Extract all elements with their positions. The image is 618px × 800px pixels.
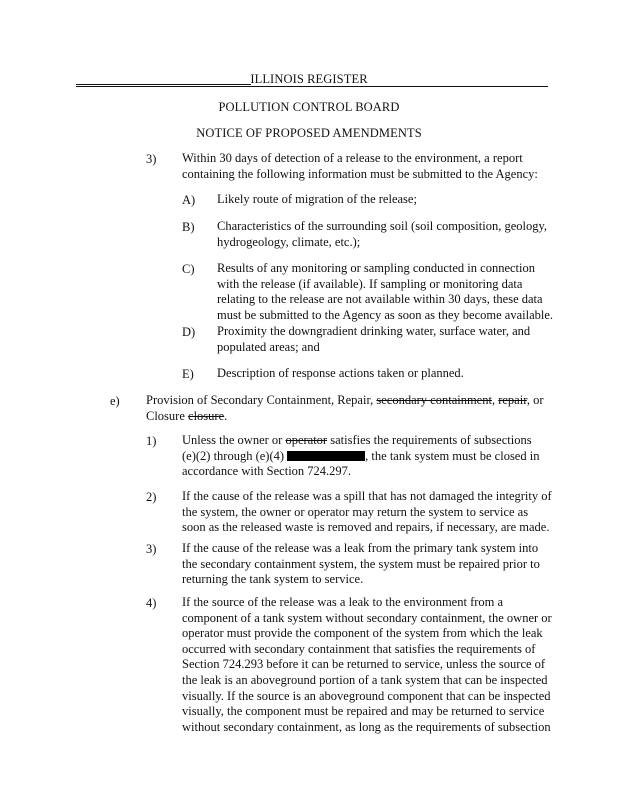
section-heading: Provision of Secondary Containment, Repair, secondary containment, repair, or Closure closure. bbox=[146, 393, 544, 423]
subitem-number: A) bbox=[182, 193, 196, 207]
item-text: Within 30 days of detection of a release to the environment, a report containing the following information must be submitted to the Agency: bbox=[182, 151, 538, 181]
item-number: 1) bbox=[146, 434, 157, 448]
redaction-mark bbox=[287, 451, 365, 461]
item-number: 3) bbox=[146, 152, 157, 166]
item-number: 4) bbox=[146, 596, 157, 610]
subitem-text: Characteristics of the surrounding soil (soil composition, geology, hydrogeology, climate, etc.); bbox=[217, 219, 548, 249]
subitem-number: E) bbox=[182, 367, 194, 381]
register-title: ILLINOIS REGISTER bbox=[250, 72, 368, 86]
item-text: If the cause of the release was a spill that has not damaged the integrity of the system, the owner or operator may return the system to service as soon as the released waste is removed and repairs, if necessary, are made. bbox=[182, 489, 552, 535]
section-number: e) bbox=[110, 394, 120, 408]
item-text: If the cause of the release was a leak from the primary tank system into the secondary containment system, the system must be repaired prior to returning the tank system to service. bbox=[182, 541, 540, 587]
subitem-number: B) bbox=[182, 220, 195, 234]
item-number: 2) bbox=[146, 490, 157, 504]
subitem-text: Description of response actions taken or planned. bbox=[217, 366, 464, 380]
subitem-text: Results of any monitoring or sampling conducted in connection with the release (if available). If sampling or monitoring data relating to the release are not available within 30 days, these data must be submitted to the Agency as soon as they become available. bbox=[217, 261, 554, 322]
subitem-text: Proximity the downgradient drinking water, surface water, and populated areas; and bbox=[217, 324, 531, 354]
board-title: POLLUTION CONTROL BOARD bbox=[218, 100, 400, 114]
subitem-text: Likely route of migration of the release; bbox=[217, 192, 417, 206]
item-text: If the source of the release was a leak to the environment from a component of a tank system without secondary containment, the owner or operator must provide the component of the system from which the leak occurred with secondary containment that satisfies the requirements of Section 724.293 before it can be returned to service, unless the source of the leak is an aboveground portion of a tank system that can be inspected visually. If the source is an aboveground component that can be inspected visually, the component must be repaired and may be returned to service without secondary containment, as long as the requirements of subsection bbox=[182, 595, 552, 734]
notice-title: NOTICE OF PROPOSED AMENDMENTS bbox=[196, 126, 422, 140]
item-text: Unless the owner or operator satisfies the requirements of subsections (e)(2) through (e)(4) , the tank system must be closed in accordance with Section 724.297. bbox=[182, 433, 540, 479]
subitem-number: C) bbox=[182, 262, 195, 276]
item-number: 3) bbox=[146, 542, 157, 556]
subitem-number: D) bbox=[182, 325, 196, 339]
